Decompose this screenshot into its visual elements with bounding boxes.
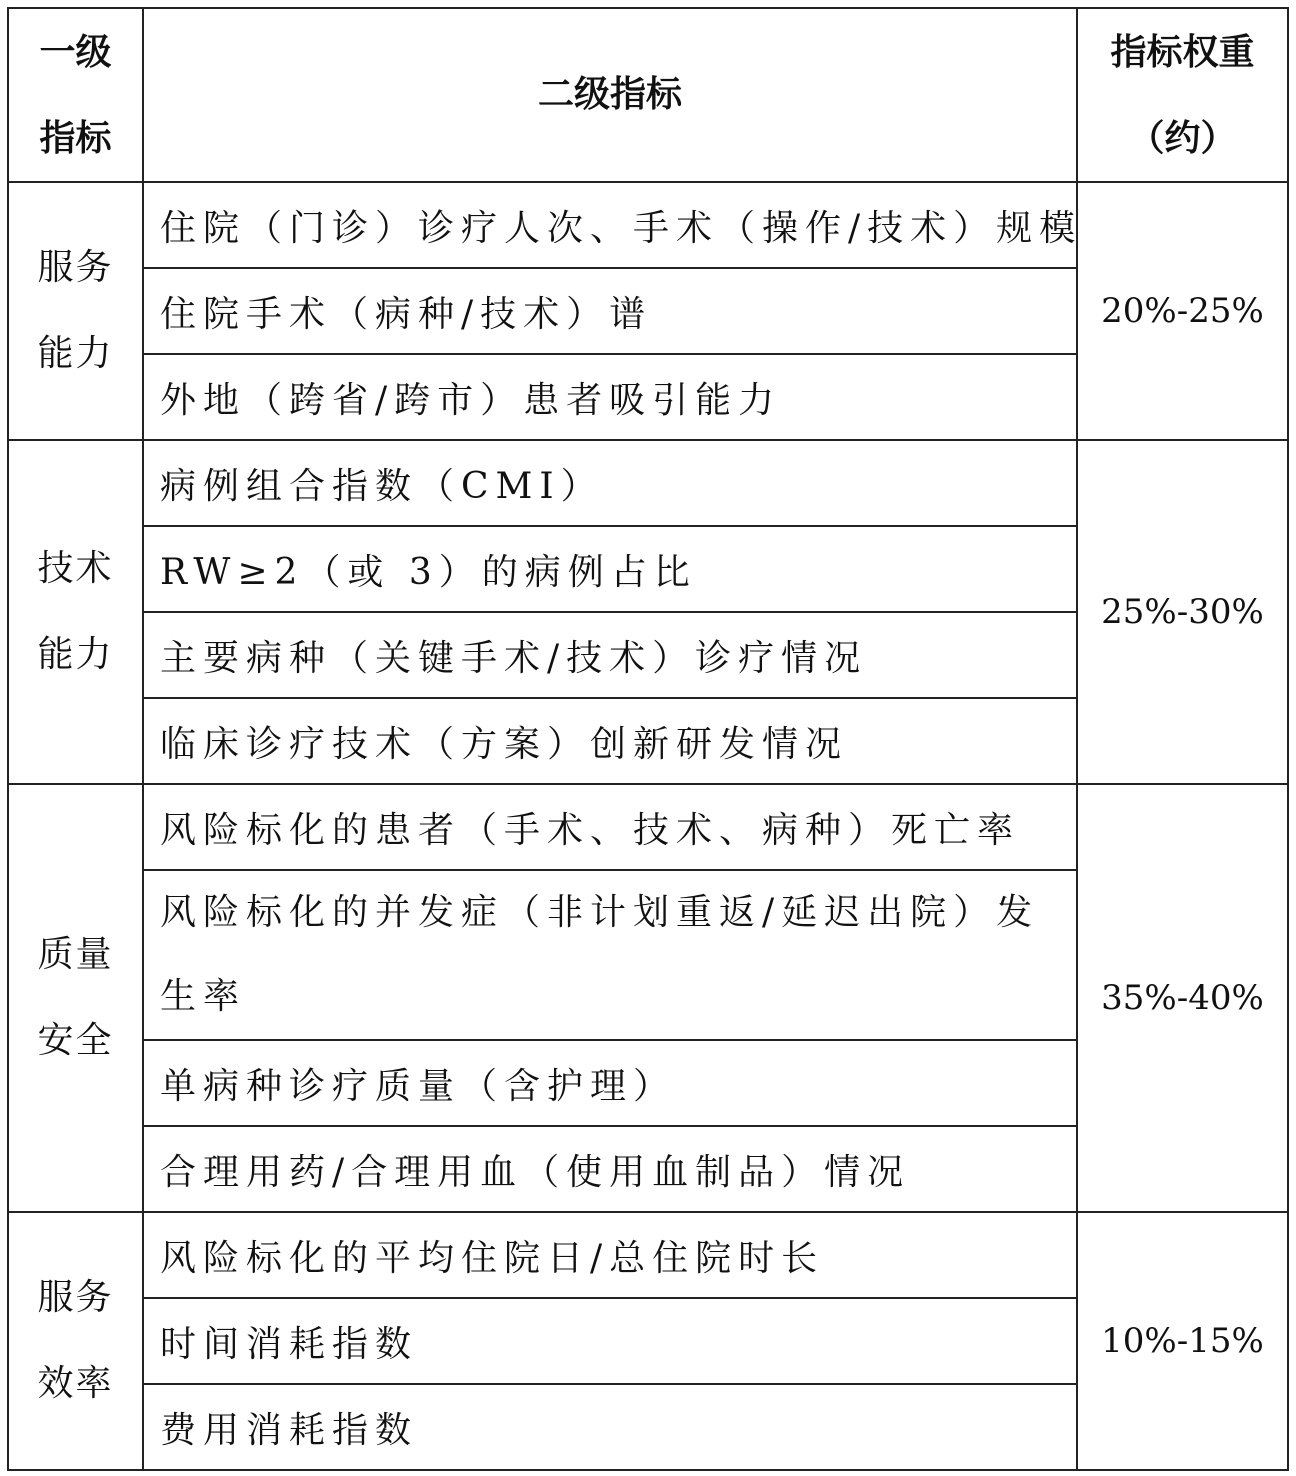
weight-cell: 35%-40%: [1077, 784, 1288, 1212]
table-row: [8, 1212, 1288, 1298]
indicator-item: 单病种诊疗质量（含护理）: [143, 1040, 1077, 1126]
indicator-item: 时间消耗指数: [143, 1298, 1077, 1384]
indicator-item: 合理用药/合理用血（使用血制品）情况: [143, 1126, 1077, 1212]
indicator-item: 主要病种（关键手术/技术）诊疗情况: [143, 612, 1077, 698]
weight-cell: 10%-15%: [1077, 1212, 1288, 1470]
category-cell: 服务 能力: [8, 182, 143, 440]
indicator-item: 费用消耗指数: [143, 1384, 1077, 1470]
category-cell: 服务 效率: [8, 1212, 143, 1470]
indicator-item: RW≥2（或 3）的病例占比: [143, 526, 1077, 612]
category-cell: 技术 能力: [8, 440, 143, 784]
indicator-item: 风险标化的并发症（非计划重返/延迟出院）发生率: [143, 870, 1077, 1040]
table-row: [8, 440, 1288, 526]
header-level2: 二级指标: [143, 8, 1077, 182]
indicator-item: 住院（门诊）诊疗人次、手术（操作/技术）规模: [143, 182, 1077, 268]
header-level1: 一级 指标: [8, 8, 143, 182]
indicator-item: 病例组合指数（CMI）: [143, 440, 1077, 526]
indicator-item: 住院手术（病种/技术）谱: [143, 268, 1077, 354]
table-row: [8, 784, 1288, 870]
header-row: [8, 8, 1288, 182]
indicator-table: [7, 7, 1289, 1471]
indicator-item: 临床诊疗技术（方案）创新研发情况: [143, 698, 1077, 784]
header-weight: 指标权重 （约）: [1077, 8, 1288, 182]
category-cell: 质量 安全: [8, 784, 143, 1212]
weight-cell: 20%-25%: [1077, 182, 1288, 440]
table-row: [8, 182, 1288, 268]
weight-cell: 25%-30%: [1077, 440, 1288, 784]
indicator-item: 外地（跨省/跨市）患者吸引能力: [143, 354, 1077, 440]
indicator-item: 风险标化的患者（手术、技术、病种）死亡率: [143, 784, 1077, 870]
indicator-item: 风险标化的平均住院日/总住院时长: [143, 1212, 1077, 1298]
